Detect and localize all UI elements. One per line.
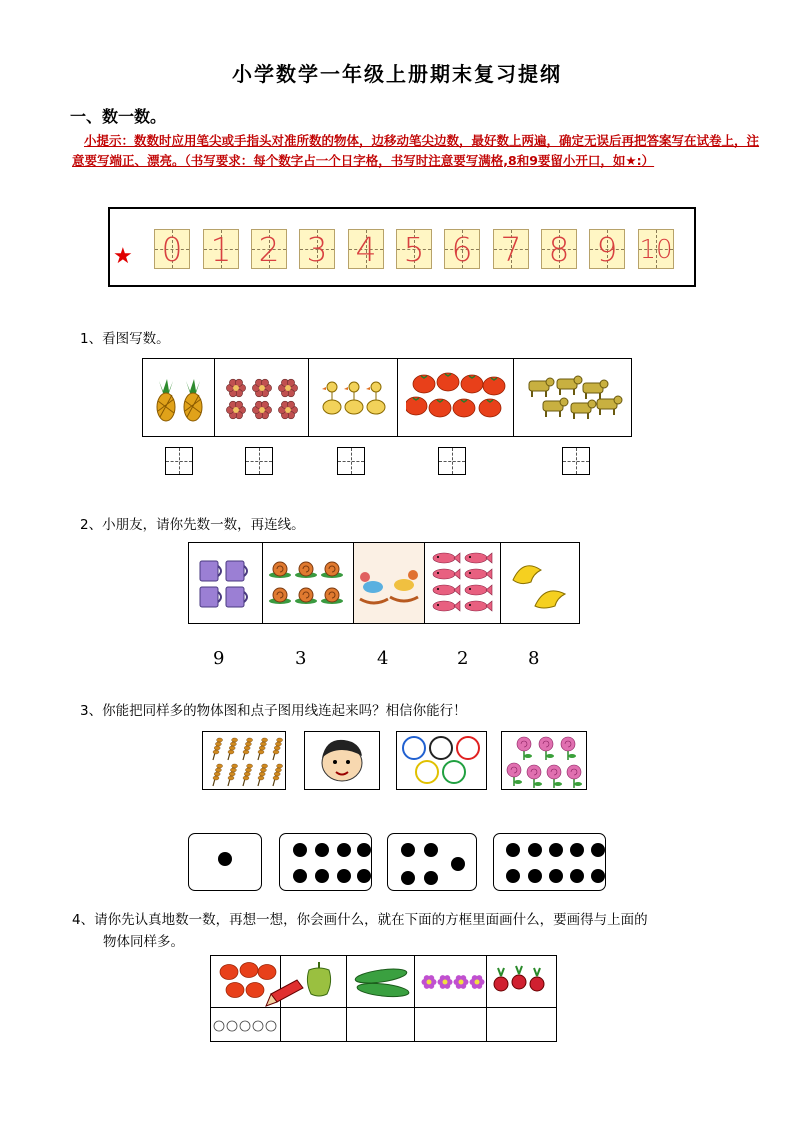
match-number: 8	[528, 648, 540, 669]
fish-cell	[425, 543, 501, 623]
digit-cell	[493, 229, 529, 269]
question-2: 2、小朋友，请你先数一数，再连线。	[80, 517, 305, 533]
dot	[549, 843, 563, 857]
rose-icon	[502, 732, 586, 789]
question-3: 3、你能把同样多的物体图和点子图用线连起来吗？相信你能行！	[80, 703, 467, 719]
digit-cell	[154, 229, 190, 269]
flower-icon	[222, 376, 302, 420]
digit-text: 0	[161, 230, 183, 269]
digit-cell	[638, 229, 674, 269]
bird-icon	[505, 550, 575, 616]
rocking-horse-icon	[356, 559, 422, 607]
flower-cell	[215, 359, 309, 436]
match-number: 4	[377, 648, 389, 669]
digit-text: 8	[548, 230, 570, 269]
digit-text: 5	[403, 230, 425, 269]
answer-box[interactable]	[245, 447, 273, 475]
dot	[337, 843, 351, 857]
digit-text: 6	[451, 230, 473, 269]
section-heading: 一、数一数。	[70, 107, 167, 126]
dot	[401, 843, 415, 857]
digit-cell	[348, 229, 384, 269]
horse-cell	[354, 543, 425, 623]
dot	[218, 852, 232, 866]
cow-icon	[523, 370, 623, 426]
answer-box[interactable]	[562, 447, 590, 475]
dot	[570, 869, 584, 883]
dot	[591, 843, 605, 857]
boy-face-icon	[305, 732, 379, 789]
wheat-picture	[202, 731, 286, 790]
digit-text: 9	[596, 230, 618, 269]
fish-icon	[428, 548, 498, 618]
dot-card-8	[279, 833, 372, 891]
tip-text: 数数时应用笔尖或手指头对准所数的物体，边移动笔尖边数，最好数上两遍，确定无误后再把答案写在试卷上，注意要写端正、漂亮。（书写要求：每个数字占一个日字格，书写时注意要写满格,8和9要留小开口，如★:）	[72, 133, 760, 168]
wheat-icon	[203, 732, 285, 789]
match-number: 2	[457, 648, 469, 669]
digit-text: 10	[639, 235, 673, 265]
dot	[424, 871, 438, 885]
question-4-line1: 4、请你先认真地数一数，再想一想，你会画什么，就在下面的方框里面画什么，要画得与上面的	[72, 912, 648, 928]
digit-text: 1	[210, 230, 232, 269]
answer-box[interactable]	[337, 447, 365, 475]
dot	[357, 869, 371, 883]
answer-box[interactable]	[165, 447, 193, 475]
snail-cell	[263, 543, 354, 623]
tomato-cell	[398, 359, 514, 436]
cow-cell	[514, 359, 631, 436]
dot	[357, 843, 371, 857]
digit-cell	[203, 229, 239, 269]
q4-illustrations	[211, 956, 556, 1041]
tip-paragraph	[72, 131, 762, 170]
digit-text: 3	[306, 230, 328, 269]
cup-icon	[196, 555, 256, 611]
star-icon: ★	[113, 244, 133, 269]
digit-cell	[541, 229, 577, 269]
page-title: 小学数学一年级上册期末复习提纲	[232, 62, 562, 86]
dot	[549, 869, 563, 883]
digit-cell	[444, 229, 480, 269]
rose-picture	[501, 731, 587, 790]
dot	[591, 869, 605, 883]
dot	[293, 869, 307, 883]
dot	[528, 843, 542, 857]
digit-text: 4	[355, 230, 377, 269]
dot	[337, 869, 351, 883]
bird-cell	[501, 543, 579, 623]
dot	[315, 843, 329, 857]
q2-picture-table	[188, 542, 580, 624]
dot	[506, 843, 520, 857]
rings-picture	[396, 731, 487, 790]
cup-cell	[189, 543, 263, 623]
snail-icon	[266, 553, 350, 613]
dot	[293, 843, 307, 857]
dot	[401, 871, 415, 885]
olympic-rings-icon	[397, 732, 486, 789]
duck-icon	[318, 373, 388, 423]
question-1: 1、看图写数。	[80, 331, 170, 347]
digit-cell	[299, 229, 335, 269]
tomato-icon	[406, 370, 506, 426]
question-4-line2: 物体同样多。	[103, 934, 184, 950]
dot	[315, 869, 329, 883]
dot	[506, 869, 520, 883]
duck-cell	[309, 359, 398, 436]
digit-cell	[251, 229, 287, 269]
digit-cell	[396, 229, 432, 269]
pineapple-cell	[143, 359, 215, 436]
dot	[528, 869, 542, 883]
pineapple-icon	[149, 373, 209, 423]
match-number: 9	[213, 648, 225, 669]
answer-box[interactable]	[438, 447, 466, 475]
digit-text: 2	[258, 230, 280, 269]
match-number: 3	[295, 648, 307, 669]
digit-text: 7	[500, 230, 522, 269]
boy-picture	[304, 731, 380, 790]
dot	[570, 843, 584, 857]
dot	[424, 843, 438, 857]
dot	[451, 857, 465, 871]
q1-picture-table	[142, 358, 632, 437]
digit-cell	[589, 229, 625, 269]
tip-label: 小提示：	[84, 133, 135, 148]
